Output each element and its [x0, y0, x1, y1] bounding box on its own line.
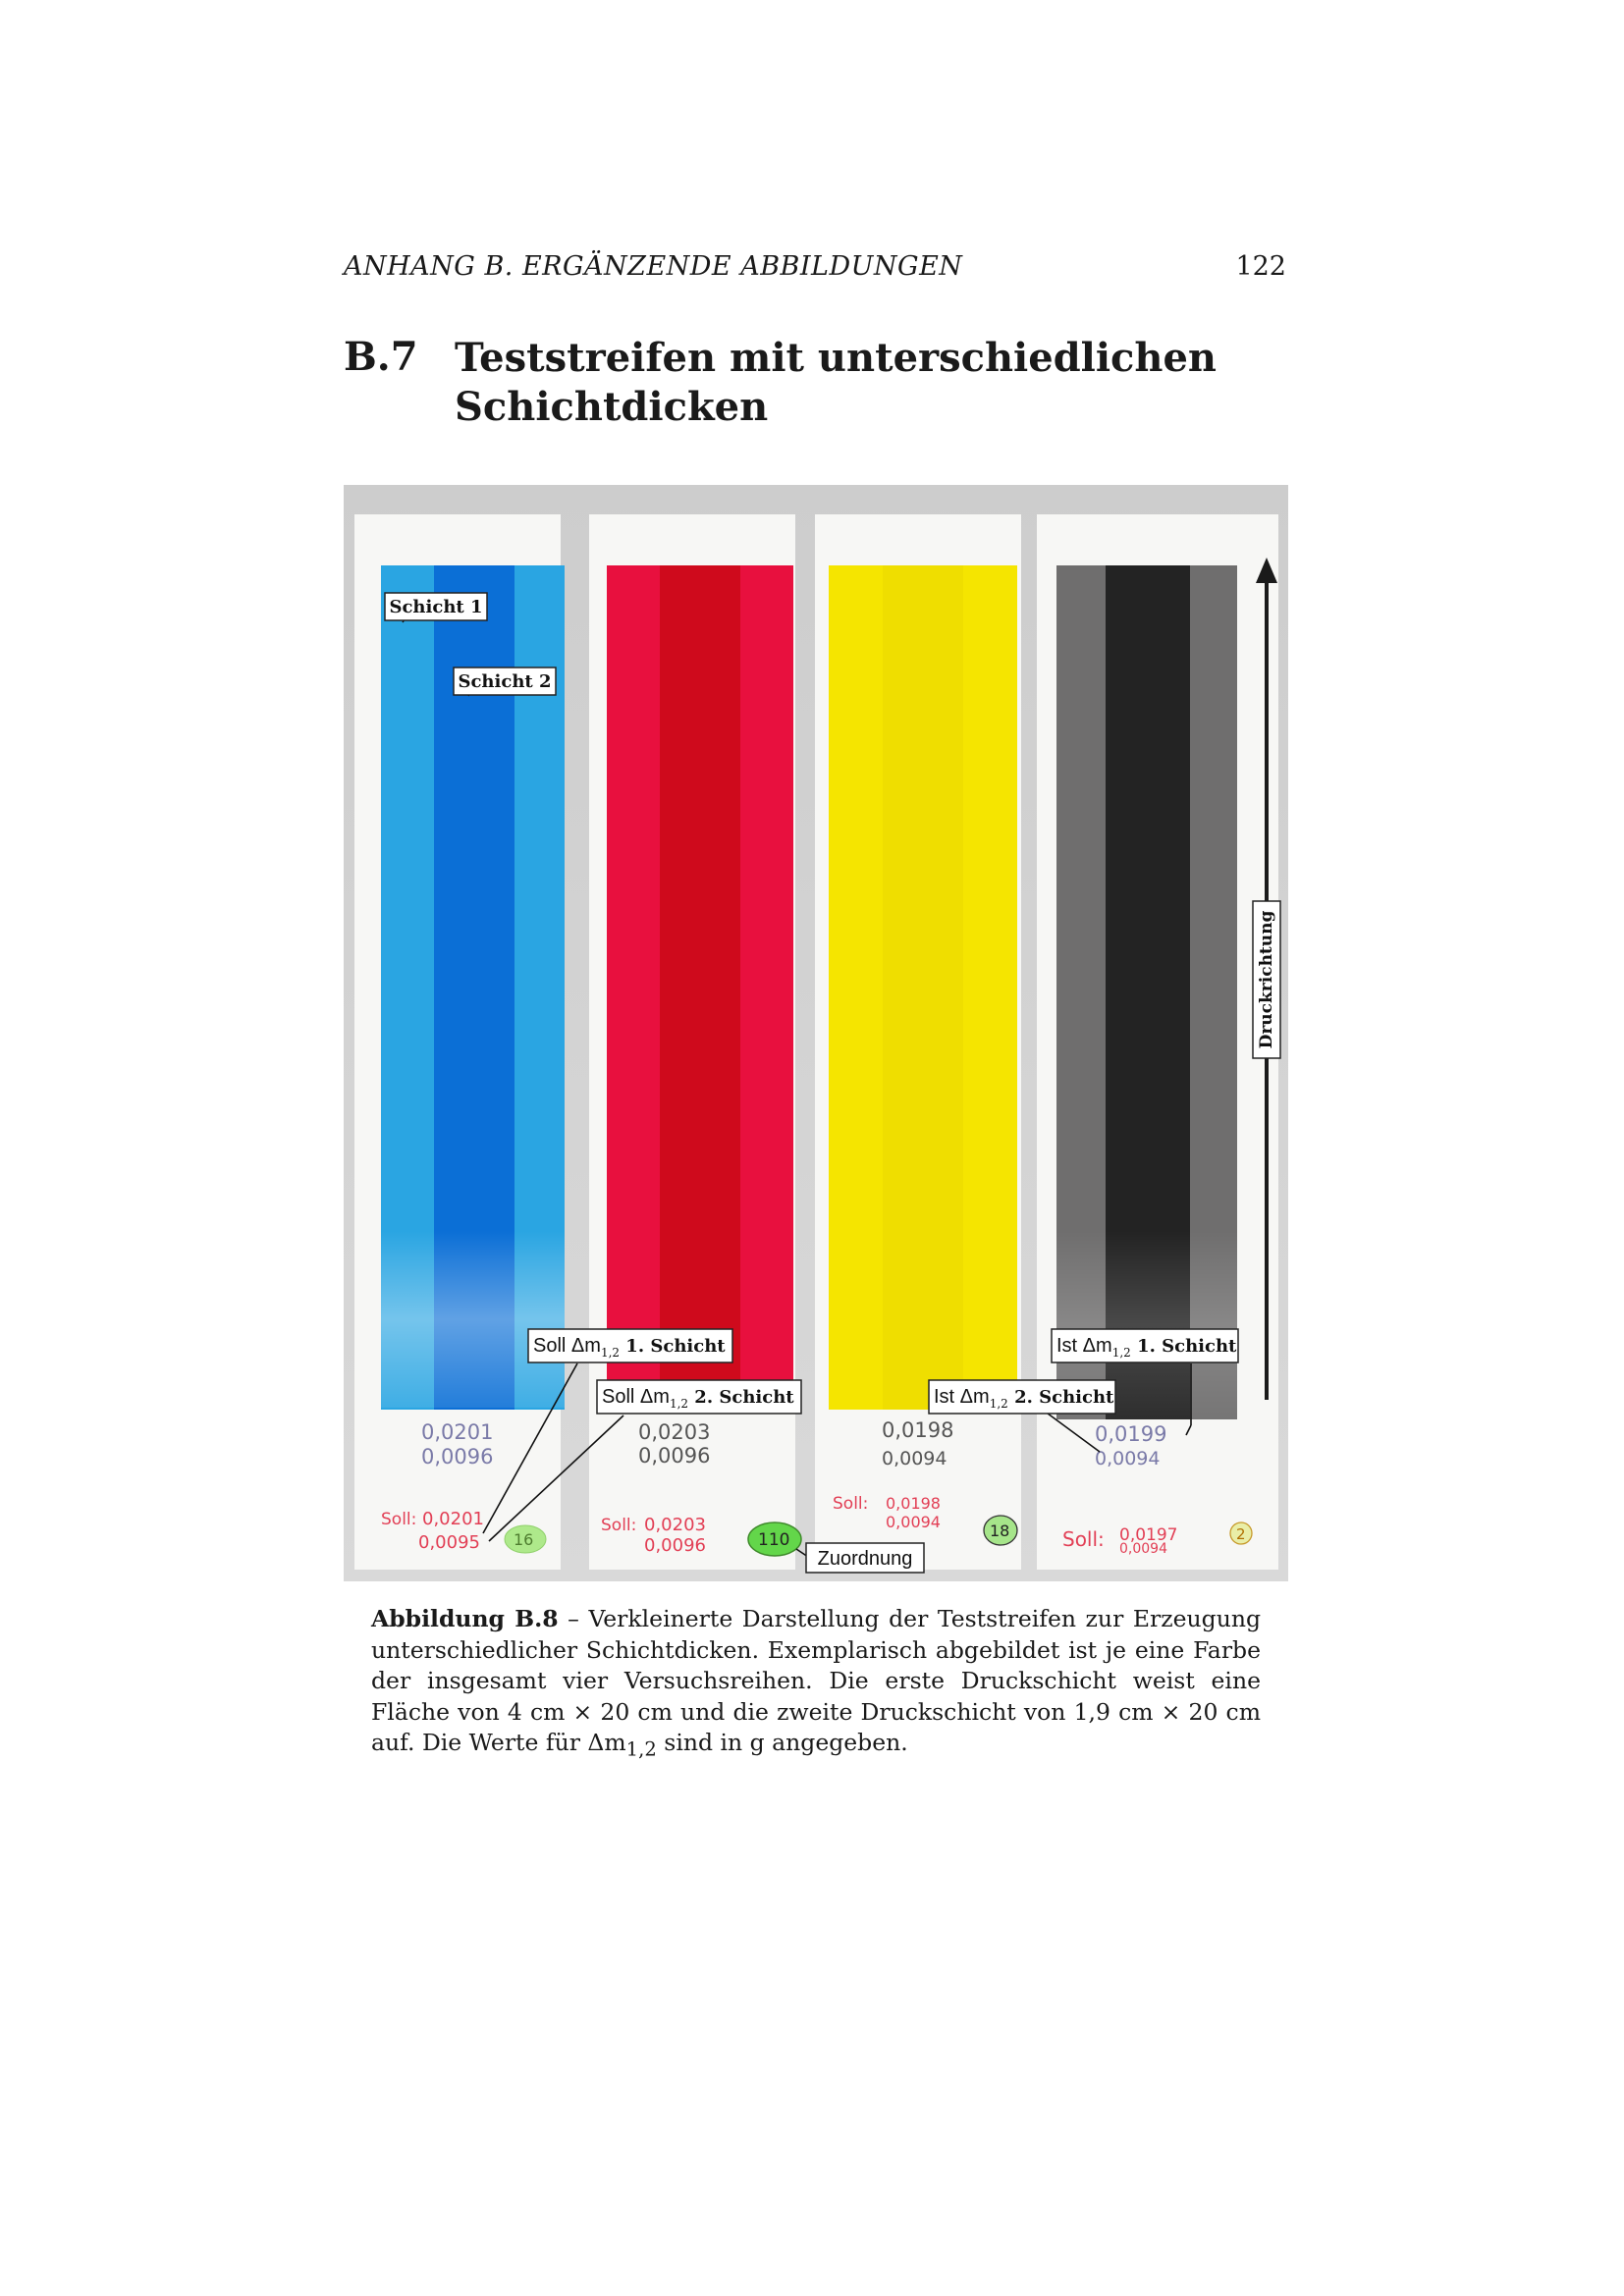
- strip-id: 16: [514, 1530, 534, 1549]
- ist-1-label: Ist $\Delta m_{1,2}$ 1. Schicht: [1056, 1335, 1237, 1360]
- strip-soll-prefix: Soll:: [833, 1494, 869, 1514]
- section-title: Teststreifen mit unterschiedlichen Schichtdicken: [455, 335, 1218, 430]
- strip-soll-1: 0,0203: [644, 1515, 706, 1535]
- figure-svg: [344, 485, 1288, 1581]
- strip-soll-prefix: Soll:: [381, 1510, 417, 1529]
- zuordnung-callout: [806, 1543, 924, 1573]
- schicht-1-label: Schicht 1: [389, 597, 483, 617]
- figure-photo: [344, 485, 1288, 1581]
- schicht-2-callout: [454, 667, 556, 696]
- caption-label: Abbildung B.8: [371, 1605, 559, 1632]
- section-number: B.7: [344, 334, 418, 380]
- schicht-1-callout: [385, 593, 487, 622]
- strip-id: 18: [990, 1522, 1010, 1540]
- page-number: 122: [1235, 251, 1286, 282]
- soll-1-label: Soll $\Delta m_{1,2}$ 1. Schicht: [533, 1335, 726, 1360]
- strip-soll-1: 0,0197: [1119, 1525, 1178, 1545]
- strip-soll-1: 0,0201: [422, 1509, 484, 1529]
- strip-soll-prefix: Soll:: [601, 1516, 637, 1535]
- strip-ist-1: 0,0203: [638, 1420, 711, 1444]
- strip-soll-2: 0,0094: [886, 1513, 941, 1531]
- soll-2-label: Soll $\Delta m_{1,2}$ 2. Schicht: [602, 1386, 794, 1411]
- schicht-2-label: Schicht 2: [458, 671, 552, 692]
- strip-id: 2: [1236, 1525, 1246, 1543]
- strip-soll-2: 0,0095: [418, 1532, 480, 1553]
- strip-layer-2: [883, 565, 963, 1410]
- strip-ist-2: 0,0096: [638, 1444, 711, 1468]
- strip-soll-1: 0,0198: [886, 1494, 941, 1513]
- strip-soll-2: 0,0094: [1119, 1541, 1167, 1557]
- ist-2-callout: [929, 1380, 1115, 1414]
- running-header: [344, 251, 1286, 291]
- strip-ist-1: 0,0201: [421, 1420, 494, 1444]
- strip-ist-2: 0,0096: [421, 1445, 494, 1468]
- caption-tail: sind in g angegeben.: [656, 1729, 908, 1756]
- strip-soll-prefix: Soll:: [1062, 1527, 1105, 1551]
- zuordnung-label: Zuordnung: [817, 1548, 913, 1570]
- ist-2-label: Ist $\Delta m_{1,2}$ 2. Schicht: [934, 1386, 1114, 1411]
- soll-2-callout: [597, 1380, 801, 1414]
- strip-ist-1: 0,0198: [882, 1418, 954, 1442]
- strip-ist-1: 0,0199: [1095, 1422, 1167, 1446]
- caption-subscript: 1,2: [625, 1737, 657, 1761]
- druckrichtung-label: Druckrichtung: [1257, 910, 1276, 1049]
- figure-caption: [371, 1604, 1261, 1765]
- strip-ist-2: 0,0094: [1095, 1448, 1161, 1469]
- strip-id: 110: [758, 1530, 790, 1550]
- caption-text: – Verkleinerte Darstellung der Teststreifen zur Erzeugung unterschiedlicher Schichtdicken. Exemplarisch abgebildet ist je eine Farbe der insgesamt vier Versuchsreihen. Die erste Druckschicht weist eine Fläche von 4 cm × 20 cm und die zweite Druckschicht von 1,9 cm × 20 cm auf. Die Werte für Δm: [371, 1605, 1262, 1756]
- soll-1-callout: [528, 1329, 732, 1362]
- strip-gloss: [381, 1231, 565, 1408]
- strip-layer-2: [660, 565, 740, 1410]
- strip-ist-2: 0,0094: [882, 1448, 947, 1469]
- running-header-chapter: ANHANG B. ERGÄNZENDE ABBILDUNGEN: [344, 251, 963, 282]
- ist-1-callout: [1052, 1329, 1238, 1362]
- strip-soll-2: 0,0096: [644, 1535, 706, 1556]
